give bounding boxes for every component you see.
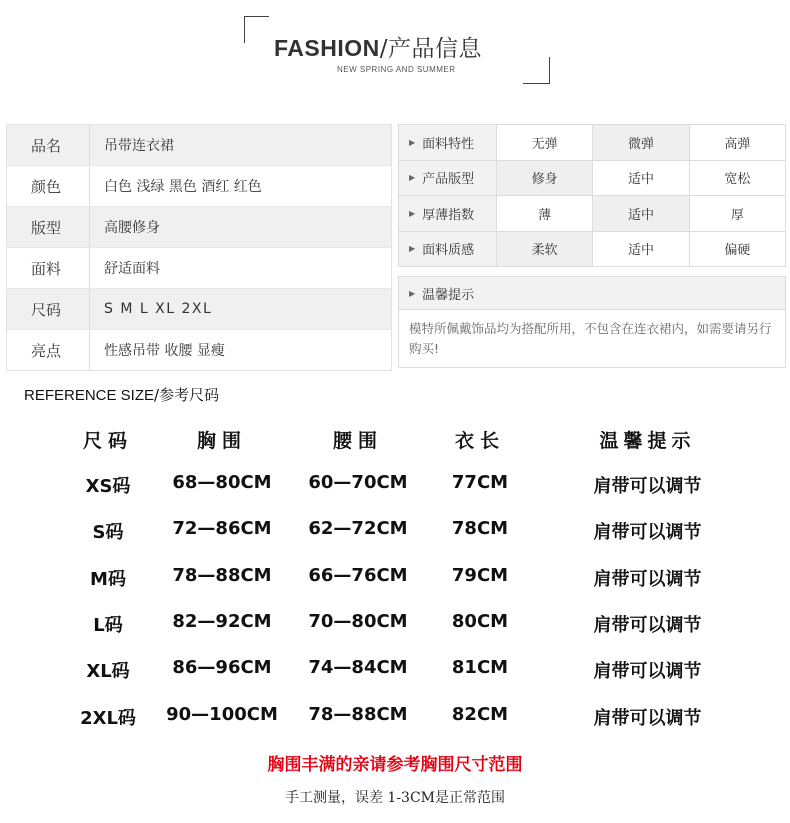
cell-tip: 肩带可以调节 (593, 522, 702, 543)
size-table-header (0, 426, 790, 456)
info-row-fit (7, 207, 391, 248)
info-row-fabric (7, 248, 391, 289)
reference-title-separator: / (154, 386, 160, 404)
cell-tip: 肩带可以调节 (593, 476, 702, 497)
cell-bust: 82—92CM (172, 611, 272, 632)
header-tip: 温馨提示 (599, 430, 696, 452)
attr-label (399, 232, 497, 267)
cell-bust: 78—88CM (172, 565, 272, 586)
triangle-right-icon: ▶ (409, 208, 416, 218)
info-value: 舒适面料 (104, 261, 160, 277)
cell-length: 81CM (451, 657, 509, 678)
cell-size: S码 (92, 522, 124, 543)
info-row-highlights (7, 330, 391, 370)
cell-length: 77CM (451, 472, 509, 493)
info-row-color (7, 166, 391, 207)
attr-option: 薄 (497, 196, 593, 231)
attr-option-selected: 柔软 (497, 232, 593, 267)
attr-row-thickness (399, 196, 785, 232)
cell-size: 2XL码 (80, 708, 136, 729)
triangle-right-icon: ▶ (409, 173, 416, 183)
cell-size: XS码 (85, 476, 131, 497)
cell-size: M码 (90, 569, 126, 590)
attr-label (399, 196, 497, 231)
table-row (0, 657, 790, 687)
bust-advice-note: 胸围丰满的亲请参考胸围尺寸范围 (267, 755, 523, 775)
cell-length: 78CM (451, 518, 509, 539)
tip-box (398, 276, 786, 368)
attr-label-text: 面料质感 (422, 243, 475, 259)
info-value: 性感吊带 收腰 显瘦 (104, 343, 225, 359)
cell-length: 79CM (451, 565, 509, 586)
attr-row-stretch (399, 125, 785, 161)
title-chinese: 产品信息 (387, 36, 482, 62)
table-row (0, 704, 790, 734)
header-waist: 腰围 (332, 430, 383, 452)
reference-size-title (24, 384, 219, 405)
cell-waist: 78—88CM (308, 704, 408, 725)
info-label: 颜色 (31, 177, 62, 196)
tip-title: 温馨提示 (422, 287, 475, 303)
table-row (0, 611, 790, 641)
attribute-scale-table (398, 124, 786, 267)
info-value: 高腰修身 (104, 220, 160, 236)
info-value: S M L XL 2XL (104, 301, 213, 317)
info-value: 白色 浅绿 黑色 酒红 红色 (104, 179, 262, 195)
attr-label-text: 面料特性 (422, 136, 475, 152)
cell-length: 82CM (451, 704, 509, 725)
title-separator: / (379, 36, 388, 62)
tip-header (399, 277, 785, 310)
title-english: FASHION (274, 35, 380, 61)
attr-option: 无弹 (497, 125, 593, 160)
info-label: 品名 (31, 136, 62, 155)
cell-tip: 肩带可以调节 (593, 569, 702, 590)
attr-row-fit (399, 161, 785, 197)
cell-waist: 66—76CM (308, 565, 408, 586)
info-value: 吊带连衣裙 (104, 138, 174, 154)
product-info-table (6, 124, 392, 371)
header-size: 尺码 (82, 430, 133, 452)
table-row (0, 472, 790, 502)
info-label: 尺码 (31, 300, 62, 319)
cell-waist: 62—72CM (308, 518, 408, 539)
page-header (240, 14, 550, 84)
cell-bust: 68—80CM (172, 472, 272, 493)
info-row-name (7, 125, 391, 166)
page-title (274, 30, 482, 63)
cell-bust: 86—96CM (172, 657, 272, 678)
measurement-note: 手工测量，误差 1-3CM是正常范围 (284, 790, 506, 806)
attr-row-texture (399, 232, 785, 267)
corner-bracket-top-left (244, 16, 269, 43)
attr-label (399, 161, 497, 196)
attr-option: 适中 (593, 232, 689, 267)
corner-bracket-bottom-right (523, 57, 550, 84)
info-label: 版型 (31, 218, 62, 237)
cell-waist: 60—70CM (308, 472, 408, 493)
reference-title-english: REFERENCE SIZE (24, 387, 155, 404)
triangle-right-icon: ▶ (409, 244, 416, 254)
cell-bust: 72—86CM (172, 518, 272, 539)
attr-option-selected: 适中 (593, 196, 689, 231)
triangle-right-icon: ▶ (409, 137, 416, 147)
attr-option: 厚 (730, 207, 744, 223)
attr-option: 偏硬 (724, 243, 751, 259)
header-length: 衣长 (454, 430, 505, 452)
table-row (0, 565, 790, 595)
cell-bust: 90—100CM (166, 704, 278, 725)
cell-length: 80CM (451, 611, 509, 632)
info-label: 面料 (31, 259, 62, 278)
attr-option-selected: 修身 (497, 161, 593, 196)
attr-option: 高弹 (724, 136, 751, 152)
page-subtitle: NEW SPRING AND SUMMER (337, 65, 456, 74)
cell-size: L码 (93, 615, 123, 636)
cell-tip: 肩带可以调节 (593, 661, 702, 682)
cell-waist: 74—84CM (308, 657, 408, 678)
triangle-right-icon: ▶ (409, 288, 416, 298)
tip-text: 模特所佩戴饰品均为搭配所用，不包含在连衣裙内，如需要请另行购买! (409, 321, 772, 356)
attr-option: 适中 (593, 161, 689, 196)
cell-size: XL码 (86, 661, 130, 682)
attr-label-text: 厚薄指数 (422, 207, 475, 223)
cell-waist: 70—80CM (308, 611, 408, 632)
table-row (0, 518, 790, 548)
info-row-size (7, 289, 391, 330)
attr-option-selected: 微弹 (593, 125, 689, 160)
reference-title-chinese: 参考尺码 (159, 386, 220, 404)
cell-tip: 肩带可以调节 (593, 708, 702, 729)
attr-label (399, 125, 497, 160)
cell-tip: 肩带可以调节 (593, 615, 702, 636)
info-label: 亮点 (31, 341, 62, 360)
attr-option: 宽松 (724, 172, 751, 188)
attr-label-text: 产品版型 (422, 172, 475, 188)
header-bust: 胸围 (196, 430, 247, 452)
